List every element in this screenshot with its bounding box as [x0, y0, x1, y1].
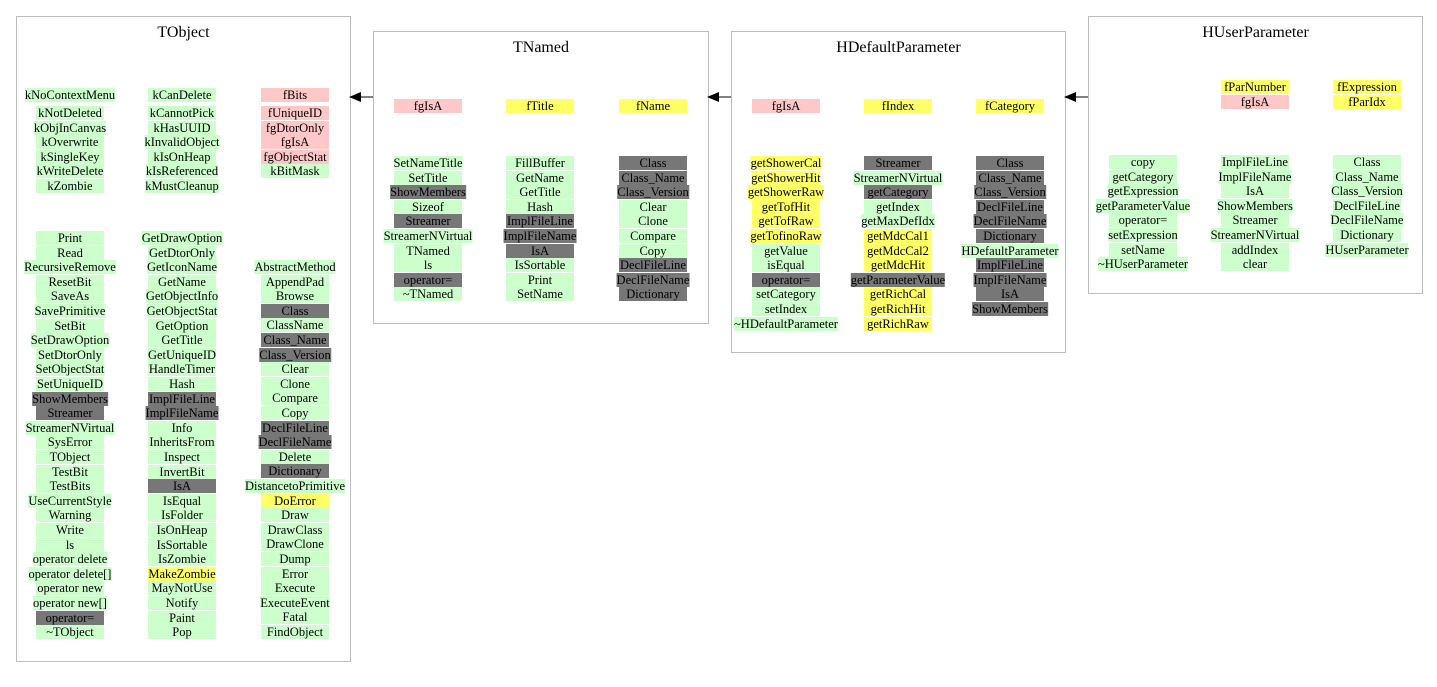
member-koverwrite: kOverwrite — [36, 135, 104, 149]
member-kcandelete: kCanDelete — [148, 88, 216, 102]
member-streamernvirtual: StreamerNVirtual — [1210, 228, 1300, 242]
member-implfilename: ImplFileName — [503, 229, 577, 243]
class-title: HUserParameter — [1202, 24, 1309, 41]
member-hash: Hash — [506, 200, 574, 214]
member-operator-delete: operator delete — [32, 552, 108, 567]
member-setcategory: setCategory — [752, 287, 820, 301]
member-setdrawoption: SetDrawOption — [30, 333, 110, 348]
member-kinvalidobject: kInvalidObject — [144, 135, 220, 150]
member-setbit: SetBit — [36, 319, 104, 333]
member-setname: setName — [1109, 243, 1177, 257]
member-fcategory: fCategory — [976, 99, 1044, 113]
member-dictionary: Dictionary — [619, 287, 687, 301]
member-kzombie: kZombie — [36, 179, 104, 193]
member-class-name: Class_Name — [976, 171, 1044, 185]
member-print: Print — [506, 273, 574, 287]
member-operator-new: operator new — [37, 581, 103, 596]
member-fgdtoronly: fgDtorOnly — [261, 121, 329, 135]
member-getparametervalue: getParameterValue — [1095, 198, 1191, 213]
member-ftitle: fTitle — [506, 99, 574, 113]
member-declfilename: DeclFileName — [258, 435, 332, 450]
member-declfilename: DeclFileName — [1330, 213, 1404, 228]
member-dictionary: Dictionary — [261, 464, 329, 478]
member-showmembers: ShowMembers — [390, 185, 466, 200]
member-setname: SetName — [506, 287, 574, 301]
member-drawclone: DrawClone — [261, 537, 329, 551]
member-class: Class — [976, 156, 1044, 170]
member-drawclass: DrawClass — [261, 523, 329, 537]
member-pop: Pop — [148, 625, 216, 639]
member-doerror: DoError — [261, 494, 329, 508]
arrow-tnamed-to-tobject — [349, 92, 373, 102]
member-getcategory: getCategory — [864, 185, 932, 199]
member-ls: ls — [394, 258, 462, 272]
member-getshowerraw: getShowerRaw — [747, 185, 825, 200]
member-getmdchit: getMdcHit — [864, 258, 932, 272]
member-getvalue: getValue — [752, 244, 820, 258]
member-implfilename: ImplFileName — [1218, 169, 1292, 184]
member-getmdccal1: getMdcCal1 — [864, 229, 932, 243]
member-getcategory: getCategory — [1109, 170, 1177, 184]
member-declfileline: DeclFileLine — [977, 199, 1043, 214]
member-tobject: TObject — [36, 450, 104, 464]
arrow-hdefaultparameter-to-tnamed — [707, 92, 731, 102]
member-syserror: SysError — [36, 435, 104, 449]
member-clear: clear — [1221, 257, 1289, 271]
member-implfilename: ImplFileName — [973, 272, 1047, 287]
member-class: Class — [619, 156, 687, 170]
member-declfileline: DeclFileLine — [262, 420, 328, 435]
member-clone: Clone — [261, 377, 329, 391]
member-isonheap: IsOnHeap — [148, 523, 216, 537]
member-isfolder: IsFolder — [148, 508, 216, 522]
member-kmustcleanup: kMustCleanup — [145, 179, 219, 193]
member-fatal: Fatal — [261, 610, 329, 624]
member-class-version: Class_Version — [617, 185, 689, 200]
member-gettofraw: getTofRaw — [752, 214, 820, 228]
member-maynotuse: MayNotUse — [148, 581, 216, 595]
member-isa: IsA — [148, 479, 216, 493]
member-makezombie: MakeZombie — [148, 566, 216, 581]
member-sizeof: Sizeof — [394, 200, 462, 214]
member-class-name: Class_Name — [619, 171, 687, 185]
member-streamer: Streamer — [1221, 213, 1289, 227]
member-fgisa: fgIsA — [752, 99, 820, 113]
member-read: Read — [36, 246, 104, 260]
class-title: TObject — [157, 24, 210, 41]
member-findobject: FindObject — [261, 625, 329, 639]
member-copy: Copy — [619, 244, 687, 258]
member-getuniqueid: GetUniqueID — [147, 347, 217, 362]
member-browse: Browse — [261, 289, 329, 303]
member-class-version: Class_Version — [1331, 184, 1403, 199]
member-tobject: ~TObject — [36, 625, 104, 639]
member-getmaxdefidx: getMaxDefIdx — [861, 214, 935, 229]
member-abstractmethod: AbstractMethod — [254, 260, 336, 274]
member-dictionary: Dictionary — [1333, 228, 1401, 242]
member-streamernvirtual: StreamerNVirtual — [853, 170, 943, 185]
member-addindex: addIndex — [1221, 243, 1289, 257]
member-geticonname: GetIconName — [146, 260, 218, 275]
member-recursiveremove: RecursiveRemove — [24, 260, 116, 275]
member-fgisa: fgIsA — [1221, 95, 1289, 109]
member-testbits: TestBits — [36, 479, 104, 493]
member-clear: Clear — [261, 362, 329, 376]
member-streamernvirtual: StreamerNVirtual — [25, 420, 115, 435]
member-implfileline: ImplFileLine — [1222, 155, 1288, 169]
member-print: Print — [36, 231, 104, 245]
member-fillbuffer: FillBuffer — [506, 156, 574, 170]
member-huserparameter: ~HUserParameter — [1097, 257, 1189, 272]
member-setdtoronly: SetDtorOnly — [36, 348, 104, 362]
member-funiqueid: fUniqueID — [261, 106, 329, 120]
member-gettitle: GetTitle — [506, 185, 574, 199]
member-dump: Dump — [261, 552, 329, 566]
member-knotdeleted: kNotDeleted — [36, 106, 104, 120]
member-huserparameter: HUserParameter — [1325, 242, 1409, 257]
member-operator: operator= — [752, 273, 820, 287]
member-declfileline: DeclFileLine — [1334, 198, 1400, 213]
member-class-name: Class_Name — [261, 333, 329, 347]
member-gettofhit: getTofHit — [752, 200, 820, 214]
member-findex: fIndex — [864, 99, 932, 113]
member-copy: copy — [1109, 155, 1177, 169]
member-write: Write — [36, 523, 104, 537]
member-showmembers: ShowMembers — [972, 302, 1048, 316]
member-knocontextmenu: kNoContextMenu — [24, 88, 116, 102]
member-operator-new: operator new[] — [33, 596, 107, 610]
member-isa: IsA — [506, 244, 574, 258]
member-fgisa: fgIsA — [394, 99, 462, 113]
member-fparidx: fParIdx — [1333, 95, 1401, 109]
member-info: Info — [148, 421, 216, 435]
member-saveas: SaveAs — [36, 289, 104, 303]
member-streamer: Streamer — [864, 156, 932, 170]
member-testbit: TestBit — [36, 465, 104, 479]
member-issortable: IsSortable — [148, 538, 216, 552]
member-getrichcal: getRichCal — [864, 287, 932, 301]
member-isequal: isEqual — [752, 258, 820, 272]
member-handletimer: HandleTimer — [148, 362, 216, 377]
member-isequal: IsEqual — [148, 494, 216, 508]
member-getrichhit: getRichHit — [864, 302, 932, 316]
member-compare: Compare — [261, 391, 329, 405]
member-issortable: IsSortable — [506, 258, 574, 272]
member-streamernvirtual: StreamerNVirtual — [383, 229, 473, 243]
member-kwritedelete: kWriteDelete — [36, 164, 104, 179]
member-implfileline: ImplFileLine — [149, 391, 215, 406]
member-hdefaultparameter: ~HDefaultParameter — [734, 316, 838, 331]
member-khasuuid: kHasUUID — [148, 121, 216, 135]
member-getdrawoption: GetDrawOption — [141, 231, 223, 245]
member-clone: Clone — [619, 214, 687, 228]
member-tnamed: TNamed — [394, 244, 462, 258]
member-classname: ClassName — [261, 318, 329, 332]
member-distancetoprimitive: DistancetoPrimitive — [245, 479, 345, 493]
member-setindex: setIndex — [752, 302, 820, 316]
member-getparametervalue: getParameterValue — [850, 272, 946, 287]
member-tnamed: ~TNamed — [394, 287, 462, 301]
member-kobjincanvas: kObjInCanvas — [33, 120, 107, 135]
member-getshowercal: getShowerCal — [750, 156, 822, 170]
member-error: Error — [261, 567, 329, 581]
member-operator: operator= — [394, 273, 462, 287]
member-kisreferenced: kIsReferenced — [145, 164, 219, 179]
member-class-name: Class_Name — [1333, 170, 1401, 184]
member-iszombie: IsZombie — [148, 552, 216, 566]
member-clear: Clear — [619, 200, 687, 214]
member-operator: operator= — [36, 611, 104, 625]
member-inheritsfrom: InheritsFrom — [149, 435, 215, 450]
member-inspect: Inspect — [148, 450, 216, 464]
member-declfilename: DeclFileName — [973, 214, 1047, 229]
member-copy: Copy — [261, 406, 329, 420]
member-getoption: GetOption — [148, 319, 216, 333]
member-setuniqueid: SetUniqueID — [37, 377, 103, 391]
member-showmembers: ShowMembers — [1217, 198, 1293, 213]
member-implfilename: ImplFileName — [145, 406, 219, 421]
member-operator: operator= — [1109, 213, 1177, 227]
member-execute: Execute — [261, 581, 329, 595]
member-class: Class — [261, 304, 329, 318]
member-paint: Paint — [148, 611, 216, 625]
member-invertbit: InvertBit — [148, 465, 216, 479]
member-streamer: Streamer — [36, 406, 104, 420]
member-getrichraw: getRichRaw — [864, 317, 932, 331]
member-declfilename: DeclFileName — [616, 272, 690, 287]
member-ksinglekey: kSingleKey — [36, 150, 104, 164]
member-fexpression: fExpression — [1333, 80, 1401, 94]
member-fname: fName — [619, 99, 687, 113]
member-class: Class — [1333, 155, 1401, 169]
member-setobjectstat: SetObjectStat — [35, 362, 105, 377]
member-kisonheap: kIsOnHeap — [148, 150, 216, 164]
member-kcannotpick: kCannotPick — [149, 106, 215, 120]
member-isa: IsA — [1221, 184, 1289, 198]
member-setnametitle: SetNameTitle — [393, 156, 463, 170]
member-kbitmask: kBitMask — [261, 164, 329, 178]
member-saveprimitive: SavePrimitive — [34, 304, 106, 318]
class-title: HDefaultParameter — [836, 39, 961, 56]
member-gettitle: GetTitle — [148, 333, 216, 347]
member-fbits: fBits — [261, 88, 329, 102]
member-ls: ls — [36, 538, 104, 552]
member-fparnumber: fParNumber — [1221, 80, 1289, 94]
member-isa: IsA — [976, 287, 1044, 301]
member-declfileline: DeclFileLine — [620, 258, 686, 273]
member-hash: Hash — [148, 377, 216, 391]
member-getexpression: getExpression — [1107, 184, 1179, 199]
member-setexpression: setExpression — [1108, 228, 1178, 242]
member-notify: Notify — [148, 596, 216, 610]
member-getindex: getIndex — [864, 200, 932, 214]
member-settitle: SetTitle — [394, 171, 462, 185]
class-title: TNamed — [513, 39, 569, 56]
member-appendpad: AppendPad — [261, 275, 329, 289]
member-class-version: Class_Version — [259, 347, 331, 362]
member-getname: GetName — [506, 171, 574, 185]
member-hdefaultparameter: HDefaultParameter — [961, 243, 1059, 258]
member-usecurrentstyle: UseCurrentStyle — [28, 493, 112, 508]
member-getdtoronly: GetDtorOnly — [149, 245, 215, 260]
member-getmdccal2: getMdcCal2 — [864, 244, 932, 258]
member-implfileline: ImplFileLine — [507, 214, 573, 229]
member-gettofinoraw: getTofinoRaw — [750, 229, 822, 243]
member-getshowerhit: getShowerHit — [751, 170, 821, 185]
member-getobjectinfo: GetObjectInfo — [145, 289, 219, 304]
member-draw: Draw — [261, 508, 329, 522]
member-implfileline: ImplFileLine — [977, 258, 1043, 273]
member-executeevent: ExecuteEvent — [260, 595, 330, 610]
member-resetbit: ResetBit — [36, 275, 104, 289]
member-compare: Compare — [619, 229, 687, 243]
member-streamer: Streamer — [394, 214, 462, 228]
member-dictionary: Dictionary — [976, 229, 1044, 243]
member-showmembers: ShowMembers — [32, 391, 108, 406]
member-warning: Warning — [36, 508, 104, 522]
member-delete: Delete — [261, 450, 329, 464]
member-fgobjectstat: fgObjectStat — [261, 150, 329, 164]
member-fgisa: fgIsA — [261, 135, 329, 149]
member-getobjectstat: GetObjectStat — [146, 304, 218, 318]
member-class-version: Class_Version — [974, 185, 1046, 200]
member-operator-delete: operator delete[] — [28, 566, 112, 581]
member-getname: GetName — [148, 275, 216, 289]
arrow-huserparameter-to-hdefaultparameter — [1064, 92, 1088, 102]
